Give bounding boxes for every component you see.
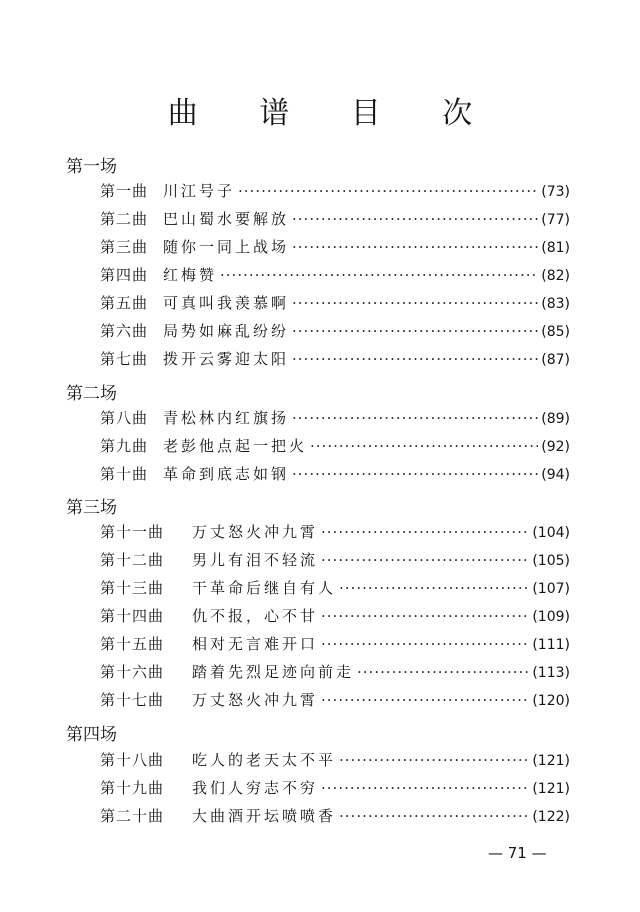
page-reference: (85) (541, 324, 570, 340)
toc-entry[interactable] (100, 633, 570, 657)
toc-entry[interactable] (100, 264, 570, 288)
page-reference: (111) (532, 637, 570, 653)
song-number: 第十五曲 (100, 635, 165, 653)
toc-entry[interactable] (100, 577, 570, 601)
song-title: 万丈怒火冲九霄 (192, 691, 319, 709)
toc-entry[interactable] (100, 805, 570, 829)
song-title: 大曲酒开坛喷喷香 (192, 807, 337, 825)
dot-leader (238, 182, 538, 200)
toc-entry[interactable] (100, 777, 570, 801)
toc-entry[interactable] (100, 180, 570, 204)
page-reference: (94) (541, 467, 570, 483)
song-number: 第十三曲 (100, 579, 165, 597)
song-title: 我们人穷志不穷 (192, 779, 319, 797)
dot-leader (357, 663, 529, 681)
page-reference: (121) (532, 753, 570, 769)
toc-entry[interactable] (100, 435, 570, 459)
song-title: 巴山蜀水要解放 (163, 210, 290, 228)
song-number: 第二曲 (100, 210, 149, 228)
page-reference: (120) (532, 693, 570, 709)
dot-leader (220, 266, 538, 284)
page-reference: (77) (541, 212, 570, 228)
song-title: 革命到底志如钢 (163, 465, 290, 483)
song-title: 可真叫我羡慕啊 (163, 294, 290, 312)
toc-entry[interactable] (100, 208, 570, 232)
song-title: 青松林内红旗扬 (163, 409, 290, 427)
song-number: 第四曲 (100, 266, 149, 284)
section-heading: 第一场 (66, 157, 117, 177)
song-title: 仇不报，心不甘 (192, 607, 319, 625)
page-reference: (109) (532, 609, 570, 625)
toc-entry[interactable] (100, 463, 570, 487)
song-title: 老彭他点起一把火 (163, 437, 308, 455)
song-title: 拨开云雾迎太阳 (163, 350, 290, 368)
toc-entry[interactable] (100, 292, 570, 316)
toc-entry[interactable] (100, 348, 570, 372)
song-title: 吃人的老天太不平 (192, 751, 337, 769)
song-number: 第七曲 (100, 350, 149, 368)
song-number: 第十二曲 (100, 551, 165, 569)
song-number: 第六曲 (100, 322, 149, 340)
dot-leader (292, 465, 538, 483)
dot-leader (292, 294, 538, 312)
dot-leader (321, 779, 529, 797)
song-number: 第九曲 (100, 437, 149, 455)
page-reference: (73) (541, 184, 570, 200)
song-title: 川江号子 (163, 182, 236, 200)
song-number: 第三曲 (100, 238, 149, 256)
toc-entry[interactable] (100, 320, 570, 344)
dot-leader (292, 409, 538, 427)
page-reference: (104) (532, 525, 570, 541)
song-number: 第十七曲 (100, 691, 165, 709)
song-number: 第二十曲 (100, 807, 165, 825)
page-reference: (107) (532, 581, 570, 597)
song-title: 万丈怒火冲九霄 (192, 523, 319, 541)
dot-leader (321, 635, 529, 653)
song-number: 第十曲 (100, 465, 149, 483)
page-reference: (92) (541, 439, 570, 455)
page-reference: (122) (532, 809, 570, 825)
song-number: 第八曲 (100, 409, 149, 427)
toc-entry[interactable] (100, 605, 570, 629)
song-title: 踏着先烈足迹向前走 (192, 663, 355, 681)
section-heading: 第二场 (66, 384, 117, 404)
toc-entry[interactable] (100, 521, 570, 545)
dot-leader (310, 437, 538, 455)
song-number: 第十六曲 (100, 663, 165, 681)
song-number: 第十四曲 (100, 607, 165, 625)
toc-entry[interactable] (100, 236, 570, 260)
page-title: 曲 谱 目 次 (167, 96, 499, 131)
page-reference: (89) (541, 411, 570, 427)
song-title: 局势如麻乱纷纷 (163, 322, 290, 340)
page-number: — 71 — (488, 844, 547, 862)
dot-leader (321, 551, 529, 569)
toc-entry[interactable] (100, 689, 570, 713)
page-reference: (87) (541, 352, 570, 368)
song-title: 相对无言难开口 (192, 635, 319, 653)
dot-leader (292, 238, 538, 256)
toc-entry[interactable] (100, 749, 570, 773)
dot-leader (321, 607, 529, 625)
page-reference: (121) (532, 781, 570, 797)
toc-entry[interactable] (100, 407, 570, 431)
song-number: 第十九曲 (100, 779, 165, 797)
page-reference: (82) (541, 268, 570, 284)
toc-entry[interactable] (100, 661, 570, 685)
song-title: 干革命后继自有人 (192, 579, 337, 597)
song-number: 第一曲 (100, 182, 149, 200)
toc-entry[interactable] (100, 549, 570, 573)
page-reference: (113) (532, 665, 570, 681)
page-reference: (83) (541, 296, 570, 312)
song-number: 第五曲 (100, 294, 149, 312)
page-reference: (105) (532, 553, 570, 569)
dot-leader (292, 210, 538, 228)
song-number: 第十一曲 (100, 523, 165, 541)
dot-leader (339, 579, 529, 597)
song-title: 随你一同上战场 (163, 238, 290, 256)
dot-leader (321, 523, 529, 541)
song-title: 红梅赞 (163, 266, 218, 284)
song-number: 第十八曲 (100, 751, 165, 769)
song-title: 男儿有泪不轻流 (192, 551, 319, 569)
dot-leader (292, 350, 538, 368)
dot-leader (339, 807, 529, 825)
dot-leader (339, 751, 529, 769)
dot-leader (321, 691, 529, 709)
dot-leader (292, 322, 538, 340)
section-heading: 第四场 (66, 725, 117, 745)
page-reference: (81) (541, 240, 570, 256)
section-heading: 第三场 (66, 498, 117, 518)
